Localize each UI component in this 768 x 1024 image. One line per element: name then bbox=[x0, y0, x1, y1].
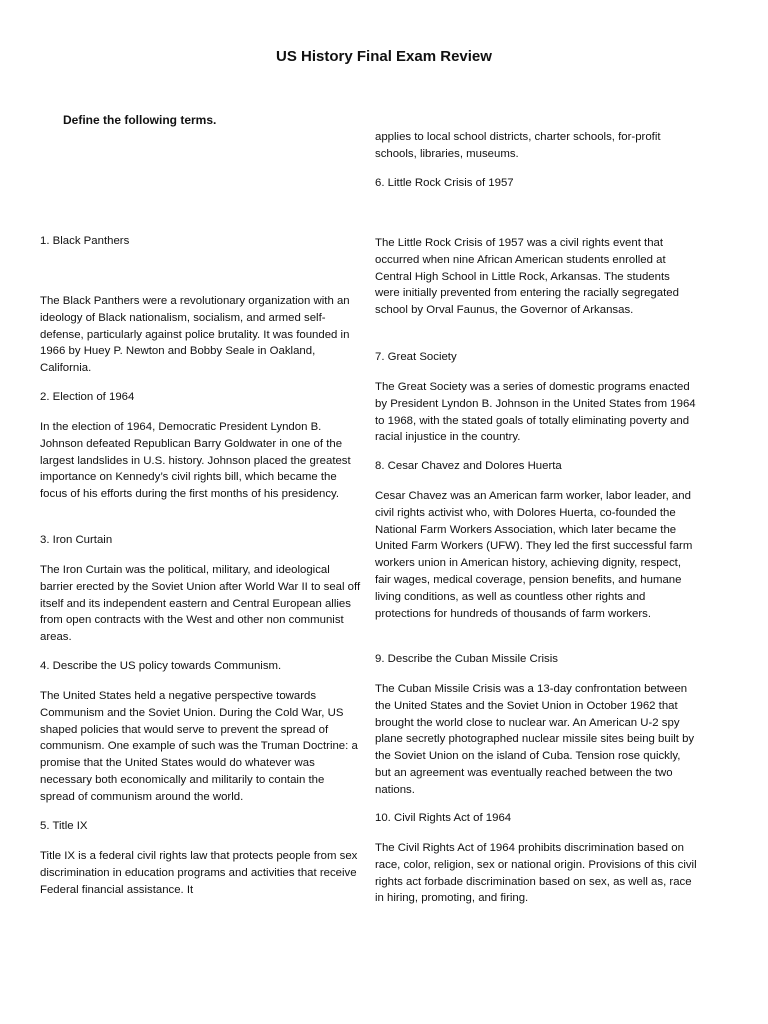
term-definition: Cesar Chavez was an American farm worker, labor leader, and civil rights activist who, with Dolores Huerta, co-founded the National Farm Workers Association, which later became the United Farm Workers (UFW). They led the first successful farm workers union in American history, achieving dignity, respect, fair wages, medical coverage, pension benefits, and humane living conditions, as well as countless other rights and protections for hundreds of thousands of farm workers. bbox=[375, 490, 693, 620]
term-heading: 9. Describe the Cuban Missile Crisis bbox=[375, 653, 558, 665]
term-definition: The Iron Curtain was the political, military, and ideological barrier erected by the Soviet Union after World War II to seal off itself and its independent eastern and Central European allies from open contracts with the West and other non communist areas. bbox=[40, 564, 361, 644]
term-definition: The United States held a negative perspective towards Communism and the Soviet Union. During the Cold War, US shaped policies that would serve to prevent the spread of communism. One example of such was the Truman Doctrine: a promise that the United States would do whatever was necessary both economically and militarily to contain the spread of communism around the world. bbox=[40, 690, 358, 803]
term-heading: 2. Election of 1964 bbox=[40, 391, 135, 403]
term-definition: The Great Society was a series of domestic programs enacted by President Lyndon B. Johnson in the United States from 1964 to 1968, with the stated goals of totally eliminating poverty and racial injustice in the country. bbox=[375, 381, 696, 444]
term-definition: In the election of 1964, Democratic President Lyndon B. Johnson defeated Republican Barry Goldwater in one of the largest landslides in U.S. history. Johnson placed the greatest importance on Kennedy’s civil rights bill, which became the focus of his efforts during the first months of his presidency. bbox=[40, 421, 351, 501]
instructions: Define the following terms. bbox=[63, 113, 217, 127]
term-heading: 10. Civil Rights Act of 1964 bbox=[375, 812, 512, 824]
term-heading: 5. Title IX bbox=[40, 820, 88, 832]
term-heading: 8. Cesar Chavez and Dolores Huerta bbox=[375, 460, 562, 472]
term-heading: 3. Iron Curtain bbox=[40, 534, 113, 546]
term-definition: Title IX is a federal civil rights law that protects people from sex discrimination in education programs and activities that receive Federal financial assistance. It bbox=[40, 850, 358, 896]
page-title: US History Final Exam Review bbox=[276, 48, 492, 65]
term-heading: 7. Great Society bbox=[375, 351, 457, 363]
term-definition: The Cuban Missile Crisis was a 13-day confrontation between the United States and the Soviet Union in October 1962 that brought the world close to nuclear war. An American U-2 spy plane secretly photographed nuclear missile sites being built by the Soviet Union on the island of Cuba. Tension rose quickly, but an agreement was eventually reached between the two nations. bbox=[375, 683, 695, 796]
term-definition: The Civil Rights Act of 1964 prohibits discrimination based on race, color, religion, sex or national origin. Provisions of this civil rights act forbade discrimination based on sex, as well as, race in hiring, promoting, and firing. bbox=[375, 842, 697, 905]
term-heading: 1. Black Panthers bbox=[40, 235, 130, 247]
definition-continuation: applies to local school districts, charter schools, for-profit schools, libraries, museums. bbox=[375, 131, 661, 160]
term-heading: 4. Describe the US policy towards Communism. bbox=[40, 660, 282, 672]
term-definition: The Black Panthers were a revolutionary organization with an ideology of Black nationalism, socialism, and armed self-defense, particularly against police brutality. It was founded in 1966 by Huey P. Newton and Bobby Seale in Oakland, California. bbox=[40, 295, 350, 375]
term-definition: The Little Rock Crisis of 1957 was a civil rights event that occurred when nine African American students enrolled at Central High School in Little Rock, Arkansas. The students were initially prevented from entering the racially segregated school by Orval Faunus, the Governor of Arkansas. bbox=[375, 237, 679, 317]
term-heading: 6. Little Rock Crisis of 1957 bbox=[375, 177, 514, 189]
